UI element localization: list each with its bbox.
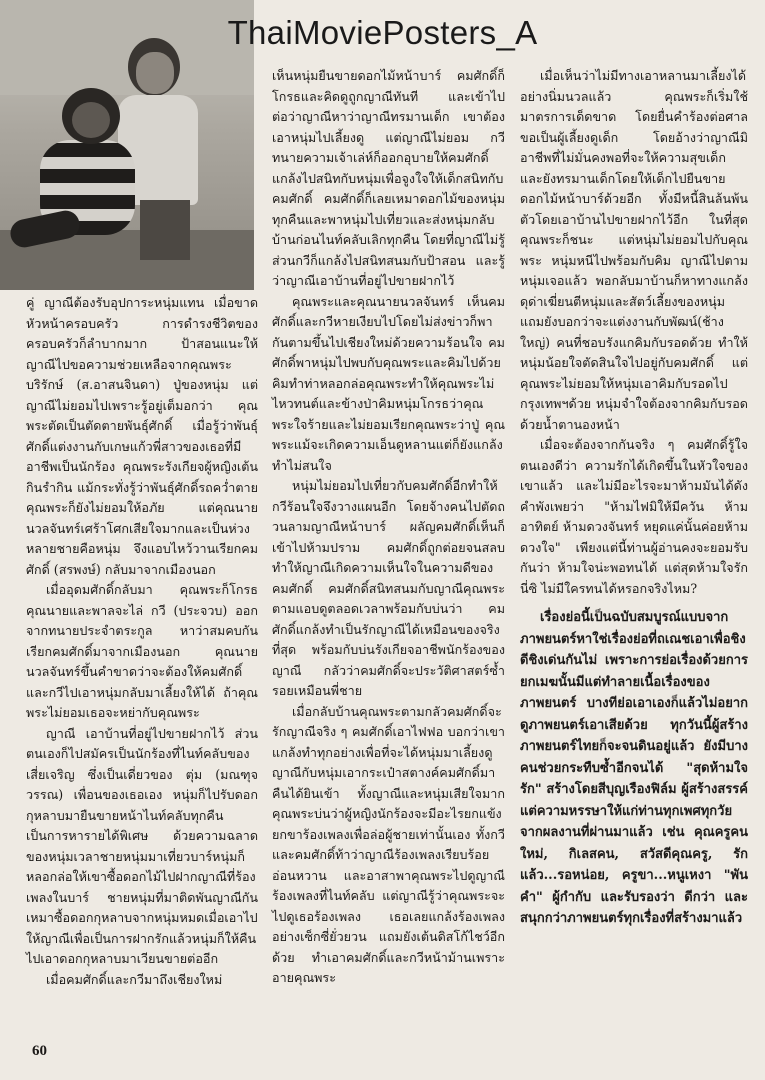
paragraph: คู่ ญาณีต้องรับอุปการะหนุ่มแทน เมื่อขาดหัวหน้าครอบครัว การดำรงชีวิตของครอบครัวก็ลำบากมาก ป้าสอนแนะให้ ญาณีไปขอความช่วยเหลือจากคุณพระบริรักษ์ (ส.อาสนจินดา) ปู่ของหนุ่ม แต่ญาณีไม่ยอมไปเพราะรู้อยู่เต็มอกว่า คุณพระตัดเป็นตัดตายพันธุ์ศักดิ์ เมื่อรู้ว่าพันธุ์ศักดิ์แต่งงานกับเกษแก้วพี่สาวของเธอที่มีอาชีพเป็นนักร้อง คุณพระรังเกียจผู้หญิงเต้นกินรำกิน แม้กระทั่งรู้ว่าพันธุ์ศักดิ์รถคว่ำตายคุณพระก็ยังไม่ยอมให้อภัย แต่คุณนายนวลจันทร์เศร้าโศกเสียใจมากและเป็นห่วงหลายชายคือหนุ่ม จึงแอบไหว้วานเรียกคมศักดิ์ (สรพงษ์) กลับมาจากเมืองนอก — [26, 295, 258, 577]
boy-face — [136, 52, 174, 94]
chimp-face — [72, 102, 110, 138]
text-column-2 — [272, 66, 505, 989]
paragraph: เมื่อกลับบ้านคุณพระตามกลัวคมศักดิ์จะรักญาณีจริง ๆ คมศักดิ์เอาไฟฟอ บอกว่าเขาแกล้งทำทุกอย่างเพื่อที่จะได้หนุ่มมาเลี้ยงดู ญาณีกับหนุ่มเอากระเป๋าสตางค์คมศักดิ์มาคืนได้ยินเข้า ทั้งญาณีและหนุ่มเสียใจมาก คุณพระบ่นว่าผู้หญิงนักร้องจะมีอะไรยกแข้งยกขาร้องเพลงเพื่อล่อผู้ชายเท่านั้นเอง ทั้งกวีและคมศักดิ์ท้าว่าญาณีร้องเพลงเรียบร้อยอ่อนหวาน และอาสาพาคุณพระไปดูญาณีร้องเพลงที่ไนท์คลับ แต่ญาณีรู้ว่าคุณพระจะไปดูเธอร้องเพลง เธอเลยแกล้งร้องเพลงอย่างเซ็กซี่ยั่วยวน แถมยังเต้นดิสโก้ไชว์อีกด้วย ทำเอาคมศักดิ์และกวีหน้าม้านเพราะอายคุณพระ — [272, 703, 505, 985]
text-column-1 — [26, 293, 258, 990]
paragraph: เมื่อเห็นว่าไม่มีทางเอาหลานมาเลี้ยงได้อย่างนิ่มนวลแล้ว คุณพระก็เริ่มใช้มาตรการเด็ดขาด โดยยื่นคำร้องต่อศาลขอเป็นผู้เลี้ยงดูเด็ก โดยอ้างว่าญาณีมิอาชีพที่ไม่มั่นคงพอที่จะให้ความสุขเด็ก และยังทรมานเด็กโดยให้เด็กไปยืนขายดอกไม้หน้าบาร์ด้วยอีก ทั้งมีหนี้สินล้นพ้นตัวโดยเอาบ้านไปขายฝากไว้อีก ในที่สุดคุณพระก็ชนะ แต่หนุ่มไม่ยอมไปกับคุณพระ หนุ่มหนีไปพร้อมกับคิม ญาณีไปตามหนุ่มเจอแล้ว พอกลับมาบ้านก็หาทางแกล้งดุด่าเฆี่ยนตีหนุ่มและสัตว์เลี้ยงของหนุ่มแถมยังบอกว่าจะแต่งงานกับพัฒน์(ช้างใหญ่) คนที่ชอบรังแกคิมกับรอดด้วย ทำให้หนุ่มน้อยใจตัดสินใจไปอยู่กับคมศักดิ์ แต่คุณพระไม่ยอมให้หนุ่มเอาคิมกับรอดไปกรุงเทพฯด้วย หนุ่มจำใจต้องจากคิมกับรอดด้วยน้ำตานองหน้า — [520, 68, 748, 432]
text-column-3 — [520, 66, 748, 930]
paragraph: คุณพระและคุณนายนวลจันทร์ เห็นคมศักดิ์และกวีหายเงียบไปโดยไม่ส่งข่าวก็พากันตามขึ้นไปเชียงใหม่ด้วยความร้อนใจ คมศักดิ์พาหนุ่มไปพบกับคุณพระและคิมไปด้วย คิมทำท่าหลอกล่อคุณพระทำให้คุณพระไม่ไหวทนต์และข้างป่าคิมหนุ่มโกรธว่าคุณพระใจร้ายและไม่ยอมเรียกคุณพระว่าปู่ คุณพระแม้จะเกิดความเอ็นดูหลานแต่ก็ยังแกล้งทำไม่สนใจ — [272, 293, 505, 473]
boy-legs — [140, 200, 190, 260]
paragraph: ญาณี เอาบ้านที่อยู่ไปขายฝากไว้ ส่วนตนเองก็ไปสมัครเป็นนักร้องที่ไนท์คลับของเสี่ยเจริญ ซึ่งเป็นเดี่ยวของ ตุ่ม (มณฑุจวรรณ) เพื่อนของเธอเอง หนุ่มก็ไปรับดอกกุหลาบมายืนขายหน้าไนท์คลับทุกคืนเป็นการหารายได้พิเศษ ด้วยความฉลาดของหนุ่มเวลาชายหนุ่มมาเที่ยวบาร์หนุ่มก็หลอกล่อให้เขาซื้อดอกไม้ไปฝากญาณีที่ร้องเพลงในบาร์ ชายหนุ่มที่มาติดพันญาณีกันเหมาซื้อดอกกุหลาบจากหนุ่มหมดเมื่อเอาไปให้ญาณีเพื่อเป็นการฝากรักแล้วหนุ่มก็ให้คืนไปเอาดอกกุหลาบมาเวียนขายต่ออีก — [26, 725, 258, 966]
paragraph: เมื่อจะต้องจากกันจริง ๆ คมศักดิ์รู้ใจตนเองดีว่า ความรักได้เกิดขึ้นในหัวใจของเขาแล้ว และไม่มีอะไรจะมาห้ามมันได้ดังคำพังเพยว่า "ห้ามไฟมิให้มีควัน ห้ามอาทิตย์ ห้ามดวงจันทร์ หยุดแค่นั้นค่อยห้ามดวงใจ" เพียงแต่นี้ท่านผู้อ่านคงจะยอมรับกันว่า ห้ามใจน่ะพอทนได้ แต่สุดห้ามใจรัก นี่ซิ ไม่มีใครทนได้หรอกจริงไหม? — [520, 437, 748, 596]
page-number: 60 — [32, 1043, 47, 1059]
paragraph: เห็นหนุ่มยืนขายดอกไม้หน้าบาร์ คมศักดิ์ก็โกรธและคิดดูถูกญาณีทันที และเข้าไปต่อว่าญาณีหาว่าญาณีทรมานเด็ก เขาต้องเอาหนุ่มไปเลี้ยงดู แต่ญาณีไม่ยอม กวีทนายความเจ้าเล่ห์ก็ออกอุบายให้คมศักดิ์แกล้งไปสนิทกับหนุ่มเพื่อจูงใจให้เด็กสนิทกับคมศักดิ์ คมศักดิ์ก็เลยเหมาดอกไม้ของหนุ่มทุกคืนและพาหนุ่มไปเที่ยวและส่งหนุ่มกลับบ้านก่อนไนท์คลับเลิกทุกคืน โดยที่ญาณีไม่รู้ ส่วนกวีก็แกล้งไปสนิทสนมกับป้าสอน และรู้ว่าญาณีเอาบ้านที่อยู่ไปขายฝากไว้ — [272, 68, 505, 288]
paragraph: เมื่อคมศักดิ์และกวีมาถึงเชียงใหม่ — [46, 971, 223, 987]
paragraph: หนุ่มไม่ยอมไปเที่ยวกับคมศักดิ์อีกทำให้กวีร้อนใจจึงวางแผนอีก โดยจ้างคนไปตัดถวนลามญาณีหน้าบาร์ ผลัญคมศักดิ์เห็นก็เข้าไปห้ามปราม คมศักดิ์ถูกต่อยจนสลบ ทำให้ญาณีเกิดความเห็นใจในความดีของคมศักดิ์ คมศักดิ์สนิทสนมกับญาณีคุณพระตามแอบดูตลอดเวลาพร้อมกับบ่นว่า คมศักดิ์แกล้งทำเป็นรักญาณีได้เหมือนของจริงที่สุด พร้อมกับบ่นรังเกียจอาชีพนักร้องของญาณี กลัวว่าคมศักดิ์จะประวัติศาสตร์ซ้ำรอยเหมือนพี่ชาย — [272, 478, 505, 698]
watermark-text: ThaiMoviePosters_A — [227, 14, 538, 51]
closing-paragraph: เรื่องย่อนี้เป็นฉบับสมบูรณ์แบบจากภาพยนตร์หาใช่เรื่องย่อที่ถเณชเอาเพื่อชิงดีชิงเด่นกันไม่ เพราะการย่อเรื่องด้วยการยกเมฆนั้นมีแต่ทำลายเนื้อเรื่องของภาพยนตร์ บางทีย่อเอาเองก็แล้วไม่อยากดูภาพยนตร์เอาเสียด้วย ทุกวันนี้ผู้สร้างภาพยนตร์ไทยก็จะจนดินอยู่แล้ว ยังมีบางคนช่วยกระทืบซ้ำอีกจนได้ "สุดห้ามใจรัก" สร้างโดยสีบุญเรืองฟิล์ม ผู้สร้างสรรค์แต่ความหรรษาให้แก่ท่านทุกเพศทุกวัย จากผลงานที่ผ่านมาแล้ว เช่น คุณครูคนใหม่, กิเลสคน, สวัสดีคุณครู, รักแล้ว...รอหน่อย, ครูขา...หนูเหงา "พันคำ" ผู้กำกับ และรับรองว่า ดีกว่า และสนุกกว่าภาพยนตร์ทุกเรื่องที่สร้างมาแล้ว — [520, 610, 748, 926]
paragraph: เมื่ออุดมศักดิ์กลับมา คุณพระก็โกรธคุณนายและพาลจะไล่ กวี (ประจวบ) ออกจากทนายประจำตระกูล หาว่าสมคบกันเรียกคมศักดิ์มาจากเมืองนอก คุณนายนวลจันทร์ขึ้นคำขาดว่าจะต้องให้คมศักดิ์และกวีไปเอาหนุ่มกลับมาเลี้ยงให้ได้ ถ้าคุณพระไม่ยอมเธอจะหย่ากับคุณพระ — [26, 582, 258, 720]
